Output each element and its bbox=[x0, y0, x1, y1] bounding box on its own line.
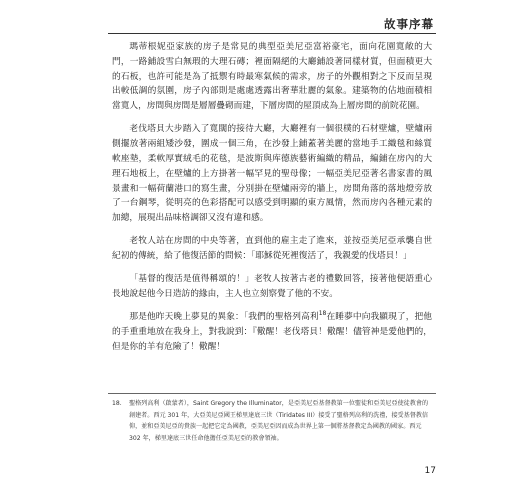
footnote-rule bbox=[108, 393, 436, 394]
footnote-text: 聖格列高利（啟蒙者），Saint Gregory the Illuminator，是亞美尼亞基督教第一位聖徒和亞美尼亞使徒教會的創建者。西元 301 年，大亞美尼亞國王梯里達底三世（Tiridates III）接受了聖格列高利的洗禮，接受基督教信仰，並和亞美尼亞的貴族一起把它定為國教，亞美尼亞因而成為世界上第一個將基督教定為國教的國家。西元 302 年，梯里達底三世任命他擔任亞美尼亞的教會領袖。 bbox=[129, 400, 429, 442]
footnote bbox=[112, 398, 434, 444]
paragraph-text: 那是他昨天晚上夢見的異象：「我們的聖格列高利 bbox=[129, 312, 319, 323]
page-header-title: 故事序幕 bbox=[384, 17, 434, 31]
paragraph: 「基督的復活是值得稱頌的！」老牧人按著古老的禮數回答，接著他便語重心長地說起他今日造訪的緣由，主人也立刻察覺了他的不安。 bbox=[112, 274, 432, 300]
footnote-number: 18. bbox=[112, 400, 122, 407]
paragraph: 老伐塔貝大步踏入了寬闊的接待大廳，大廳裡有一個很樸的石材壁爐，壁爐兩側擺放著兩組矮沙發，圍成一個三角，在沙發上鋪蓋著美麗的當地手工織毯和絲質軟座墊，柔軟厚實絨毛的花毯，是波斯與库德族藝術編織的精品，編鋪在房內的大理石地板上，在壁爐的上方掛著一幅罕見的聖母像；一幅亞美尼亞著名書家書的風景畫和一幅荷蘭港口的寫生畫，分別掛在壁爐兩旁的牆上，房間角落的落地燈旁放了一台鋼琴，從明亮的色彩搭配可以感受到明顯的東方風情，然而房內各種元素的加總，展現出品味格調卻又沒有違和感。 bbox=[112, 124, 432, 224]
paragraph-text: 在睡夢中向我顯現了，把他的手重重地放在我身上，對我說到：『儆醒！老伐塔貝！儆醒！儘管神是愛他們的，但是你的羊有危險了！儆醒！ bbox=[112, 312, 432, 352]
page-number: 17 bbox=[424, 466, 436, 476]
paragraph bbox=[112, 310, 432, 354]
paragraph: 瑪蒂根妮亞家族的房子是常見的典型亞美尼亞富裕豪宅，面向花園寬敞的大門，一路鋪設雪白無瑕的大理石磚；裡面隔絕的大廳鋪設著同樣材質，但面積更大的石板，也許可能是為了抵禦有時最寒氣候的需求，房子的外觀相對之下反而呈現出較低調的氛圍，房子內部則是處處透露出奢華壯麗的氣象。建築物的佔地面積相當寬人，房間與房間是層層疊砌而建，下層房間的屋頂成為上層房間的前院花園。 bbox=[112, 42, 432, 112]
body-text bbox=[112, 40, 432, 363]
footnote-reference[interactable]: 18 bbox=[318, 310, 327, 318]
paragraph: 老牧人站在房間的中央等著，直到他的雇主走了進來，並按亞美尼亞承襲自世紀初的傳統，給了他復活節的問候：「耶穌從死裡復活了，我親愛的伐塔貝！」 bbox=[112, 236, 432, 262]
header-rule bbox=[108, 33, 436, 34]
